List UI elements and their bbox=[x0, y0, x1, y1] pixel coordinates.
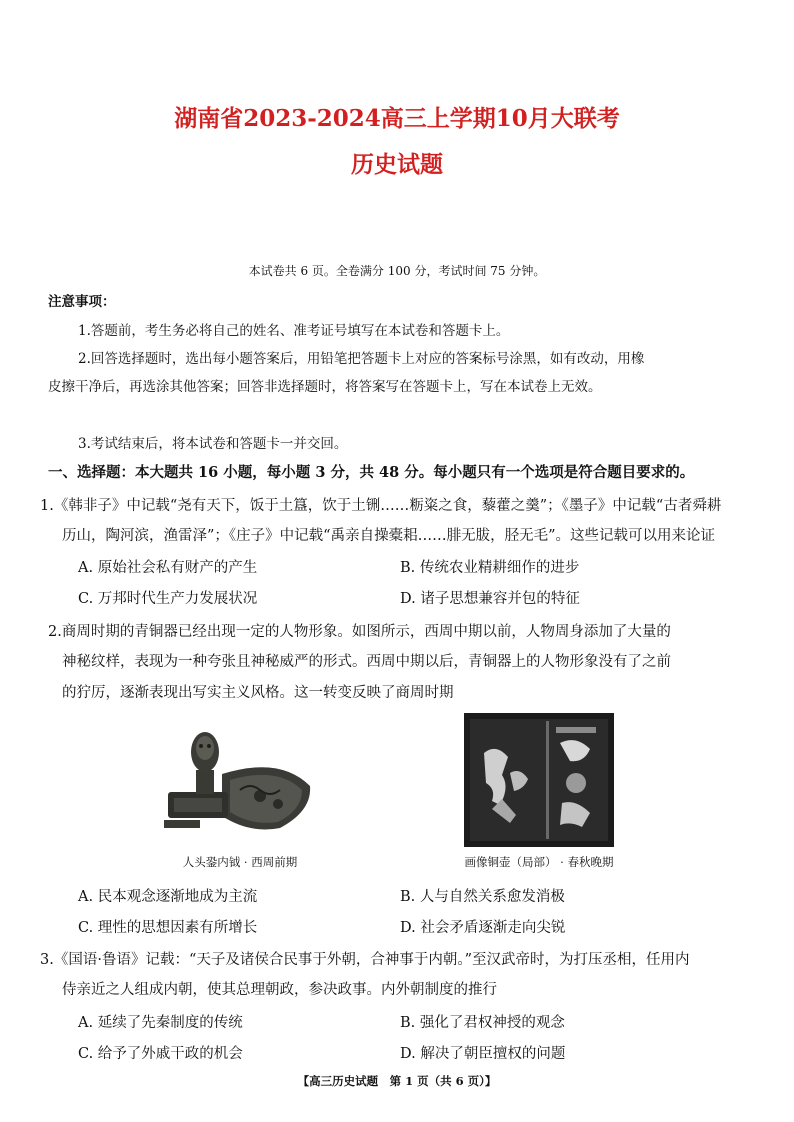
q2-option-d: D. 社会矛盾逐渐走向尖锐 bbox=[400, 920, 566, 936]
q2-option-b: B. 人与自然关系愈发消极 bbox=[400, 889, 565, 905]
page-footer: 【高三历史试题 第 1 页（共 6 页）】 bbox=[297, 1074, 497, 1088]
question-2-line: 2.商周时期的青铜器已经出现一定的人物形象。如图所示，西周中期以前，人物周身添加了大量的 bbox=[48, 624, 671, 640]
q2-option-a: A. 民本观念逐渐地成为主流 bbox=[78, 889, 258, 905]
question-2-line: 的狞厉，逐渐表现出写实主义风格。这一转变反映了商周时期 bbox=[62, 685, 454, 701]
q3-option-d: D. 解决了朝臣擅权的问题 bbox=[400, 1046, 566, 1062]
q1-option-c: C. 万邦时代生产力发展状况 bbox=[78, 591, 258, 607]
bronze-pot-image bbox=[464, 713, 614, 847]
exam-title: 湖南省2023-2024高三上学期10月大联考 bbox=[174, 105, 620, 132]
exam-info: 本试卷共 6 页。全卷满分 100 分，考试时间 75 分钟。 bbox=[248, 264, 546, 278]
question-3-line: 侍亲近之人组成内朝，使其总理朝政，参决政事。内外朝制度的推行 bbox=[62, 982, 497, 998]
section-heading: 一、选择题：本大题共 16 小题，每小题 3 分，共 48 分。每小题只有一个选项是符合题目要求的。 bbox=[48, 464, 695, 481]
question-1-line: 历山，陶河滨，渔雷泽”；《庄子》中记载“禹亲自操橐耜……腓无胈，胫无毛”。这些记载可以用来论证 bbox=[62, 528, 715, 544]
q1-option-b: B. 传统农业精耕细作的进步 bbox=[400, 560, 580, 576]
q1-option-a: A. 原始社会私有财产的产生 bbox=[78, 560, 258, 576]
notice-item: 3.考试结束后，将本试卷和答题卡一并交回。 bbox=[78, 436, 348, 452]
question-3-line: 3.《国语·鲁语》记载：“天子及诸侯合民事于外朝，合神事于内朝。”至汉武帝时，为打压丞相，任用内 bbox=[40, 952, 690, 968]
q2-option-c: C. 理性的思想因素有所增长 bbox=[78, 920, 258, 936]
exam-subtitle: 历史试题 bbox=[351, 151, 443, 178]
q3-option-c: C. 给予了外戚干政的机会 bbox=[78, 1046, 243, 1062]
question-2-line: 神秘纹样，表现为一种夸张且神秘威严的形式。西周中期以后，青铜器上的人物形象没有了之前 bbox=[62, 654, 671, 670]
q3-option-b: B. 强化了君权神授的观念 bbox=[400, 1015, 565, 1031]
notice-item: 1.答题前，考生务必将自己的姓名、准考证号填写在本试卷和答题卡上。 bbox=[78, 323, 510, 339]
question-1-line: 1.《韩非子》中记载“尧有天下，饭于土簋，饮于土铏……粝粢之食，藜藿之羹”；《墨子》中记载“古者舜耕 bbox=[40, 498, 722, 514]
q3-option-a: A. 延续了先秦制度的传统 bbox=[78, 1015, 243, 1031]
bronze-axe-image bbox=[160, 716, 320, 846]
notice-item: 皮擦干净后，再选涂其他答案；回答非选择题时，将答案写在答题卡上，写在本试卷上无效。 bbox=[48, 379, 602, 395]
notice-item: 2.回答选择题时，选出每小题答案后，用铅笔把答题卡上对应的答案标号涂黑，如有改动，用橡 bbox=[78, 351, 645, 367]
image-caption-left: 人头銎内钺 · 西周前期 bbox=[182, 855, 298, 869]
image-caption-right: 画像铜壶（局部） · 春秋晚期 bbox=[464, 855, 614, 869]
notice-heading: 注意事项： bbox=[48, 294, 116, 310]
q1-option-d: D. 诸子思想兼容并包的特征 bbox=[400, 591, 580, 607]
